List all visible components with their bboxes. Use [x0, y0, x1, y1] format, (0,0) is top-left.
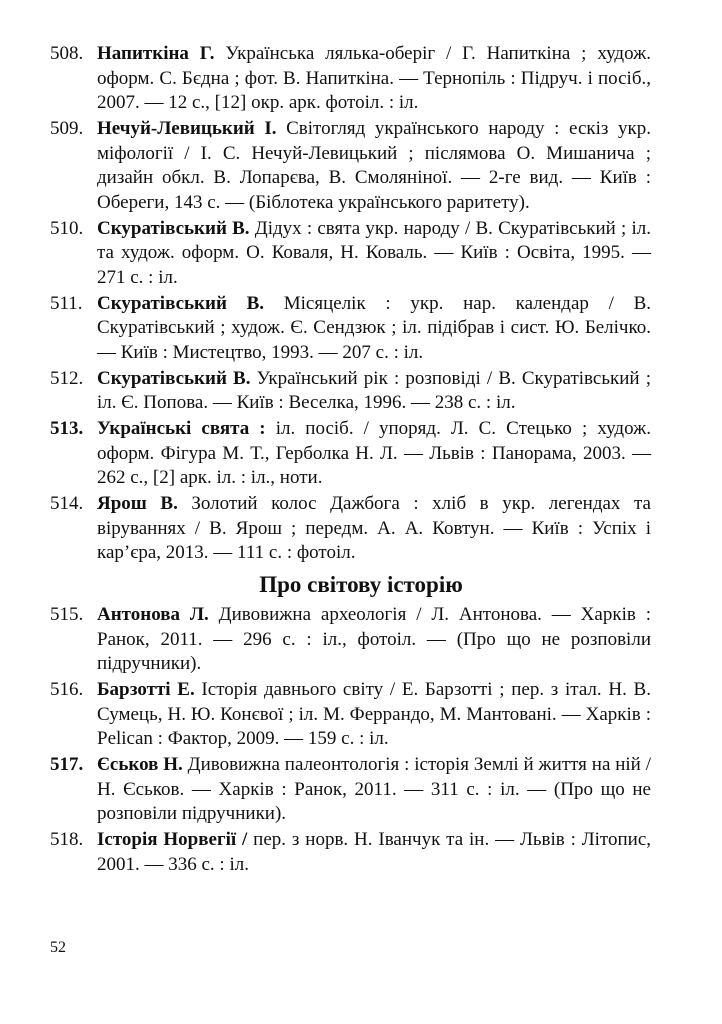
- entry-number: 516.: [50, 679, 84, 700]
- entry-list-folk-culture: [50, 42, 651, 567]
- entry-number: 511.: [50, 292, 83, 314]
- entry-description: Місяцелік : укр. нар. календар / В. Скуратівський ; худож. Є. Сендзюк ; іл. підібрав і сист. Ю. Белічко. — Київ : Мистецтво, 1993. — 207 с. : іл.: [97, 292, 651, 363]
- entry-description: Дідух : свята укр. народу / В. Скуратівський ; іл. та худож. оформ. О. Коваля, Н. Коваль. — Київ : Освіта, 1995. — 271 с. : іл.: [97, 217, 651, 288]
- entry-author: Антонова Л.: [97, 604, 209, 625]
- entry-number: 508.: [50, 43, 84, 64]
- page-number: 52: [50, 939, 66, 956]
- entry-author: Скуратівський В.: [97, 367, 251, 389]
- entry-author: Ярош В.: [97, 493, 178, 514]
- bibliography-entry-514: [50, 492, 651, 566]
- entry-description: пер. з норв. Н. Іванчук та ін. — Львів : Літопис, 2001. — 336 с. : іл.: [97, 829, 652, 875]
- entry-number: 517.: [50, 754, 84, 775]
- entry-number: 514.: [50, 493, 84, 514]
- entry-description: Українська лялька-оберіг / Г. Напиткіна ; худож. оформ. С. Бєдна ; фот. В. Напиткіна. — Тернопіль : Підруч. і посіб., 2007. — 12 с., [12] окр. арк. фотоіл. : іл.: [97, 43, 651, 113]
- entry-author: Нечуй-Левицький І.: [97, 118, 277, 139]
- entry-description: Дивовижна палеонтологія : історія Землі й життя на ній / Н. Єськов. — Харків : Ранок, 2011. — 311 с. : іл. — (Про що не розповіли підручники).: [97, 754, 651, 824]
- entry-description: Дивовижна археологія / Л. Антонова. — Харків : Ранок, 2011. — 296 с. : іл., фотоіл. — (Про що не розповіли підручники).: [97, 604, 651, 674]
- entry-author: Напиткіна Г.: [97, 43, 215, 64]
- entry-description: Золотий колос Дажбога : хліб в укр. легендах та віруваннях / В. Ярош ; передм. А. А. Ковтун. — Київ : Успіх і кар’єра, 2013. — 111 с. : фотоіл.: [97, 493, 651, 563]
- entry-description: Український рік : розповіді / В. Скуратівський ; іл. Є. Попова. — Київ : Веселка, 1996. — 238 с. : іл.: [97, 367, 651, 413]
- entry-description: іл. посіб. / упоряд. Л. С. Стецько ; худож. оформ. Фігура М. Т., Герболка Н. Л. — Львів : Панорама, 2003. — 262 с., [2] арк. іл. : іл., ноти.: [97, 418, 651, 488]
- entry-author: Скуратівський В.: [97, 217, 250, 239]
- entry-number: 518.: [50, 829, 84, 850]
- entry-number: 509.: [50, 118, 84, 139]
- entry-author: Єськов Н.: [97, 754, 183, 775]
- entry-author: Українські свята :: [97, 418, 266, 439]
- bibliography-entry-517: [50, 753, 651, 827]
- entry-list-world-history: [50, 603, 651, 879]
- entry-author: Скуратівський В.: [97, 292, 265, 314]
- entry-number: 513.: [50, 418, 84, 439]
- entry-author: Барзотті Е.: [97, 679, 195, 700]
- bibliography-entry-509: [50, 117, 651, 215]
- bibliography-entry-508: [50, 42, 651, 116]
- bibliography-entry-516: [50, 678, 651, 752]
- entry-number: 512.: [50, 367, 84, 389]
- bibliography-entry-510: [50, 217, 651, 291]
- bibliography-entry-512: [50, 367, 651, 416]
- section-heading: Про світову історію: [259, 572, 463, 597]
- bibliography-entry-515: [50, 603, 651, 677]
- entry-description: Світогляд українського народу : ескіз укр. міфології / І. С. Нечуй-Левицький ; післямова О. Мишанича ; дизайн обкл. В. Лопарєва, В. Смоляніної. — 2-ге вид. — Київ : Обереги, 143 с. — (Біблотека українського раритету).: [97, 118, 651, 213]
- entry-number: 510.: [50, 217, 84, 239]
- entry-description: Історія давнього світу / Е. Барзотті ; пер. з італ. Н. В. Сумець, Н. Ю. Конєвої ; іл. М. Феррандо, М. Мантовані. — Харків : Pelican : Фактор, 2009. — 159 с. : іл.: [97, 679, 651, 749]
- bibliography-entry-511: [50, 292, 651, 366]
- bibliography-entry-513: [50, 417, 651, 491]
- bibliography-entry-518: [50, 828, 651, 877]
- entry-number: 515.: [50, 604, 84, 625]
- entry-author: Історія Норвегії /: [97, 829, 248, 850]
